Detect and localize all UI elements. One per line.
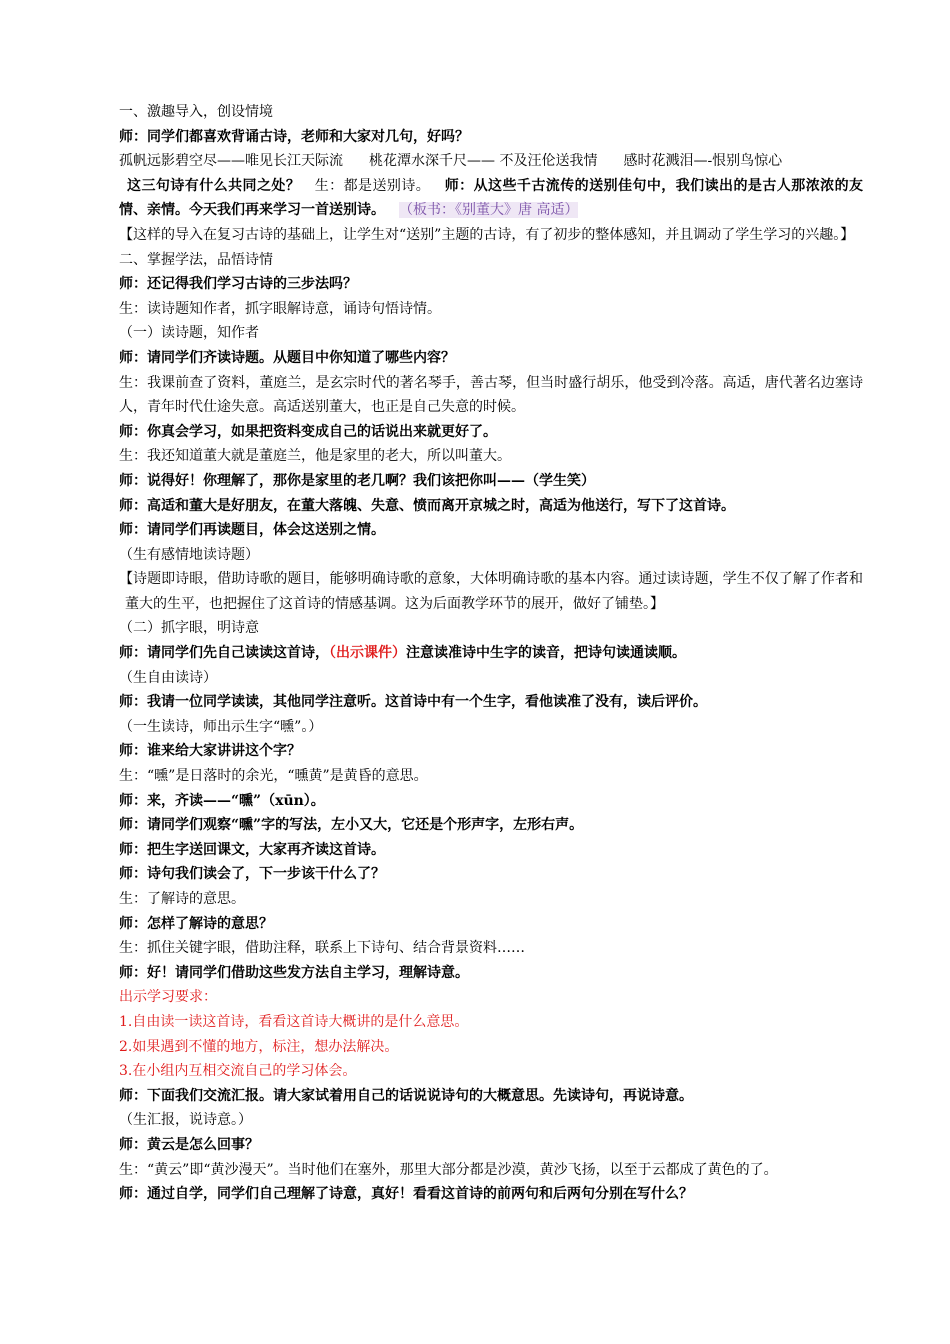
- lesson-plan-body: [119, 100, 863, 1207]
- teacher-text: 师：请同学们先自己读读这首诗，: [119, 645, 329, 662]
- teacher-line: 师：下面我们交流汇报。请大家试着用自己的话说说诗句的大概意思。先读诗句，再说诗意。: [119, 1087, 693, 1104]
- learning-requirement-item: 1.自由读一读这首诗，看看这首诗大概讲的是什么意思。: [119, 1013, 469, 1030]
- teacher-line: 师：把生字送回课文，大家再齐读这首诗。: [119, 841, 385, 858]
- question-text: 这三句诗有什么共同之处？: [127, 177, 301, 194]
- teacher-line: 师：高适和董大是好朋友，在董大落魄、失意、愤而离开京城之时，高适为他送行，写下了这首诗。: [119, 497, 735, 514]
- subsection-heading-1: （一）读诗题，知作者: [119, 325, 259, 342]
- teacher-line: 师：诗句我们读会了，下一步该干什么了？: [119, 866, 385, 883]
- teacher-line: 师：从这些千古流传的送别佳句中，我们读出的是古人那浓浓的友情、亲情。今天我们再来学习一首送别诗。: [119, 177, 864, 219]
- teacher-line: 师：还记得我们学习古诗的三步法吗？: [119, 276, 357, 293]
- teacher-line: 师：请同学们齐读诗题。从题目中你知道了哪些内容？: [119, 349, 455, 366]
- teacher-line: 师：同学们都喜欢背诵古诗，老师和大家对几句，好吗？: [119, 128, 469, 145]
- section-heading-1: 一、激趣导入，创设情境: [119, 104, 273, 120]
- teacher-line: 师：好！请同学们借助这些发方法自主学习，理解诗意。: [119, 964, 469, 981]
- teacher-line: 师：说得好！你理解了，那你是家里的老几啊？我们该把你叫——（学生笑）: [119, 472, 595, 489]
- stage-direction: （一生读诗，师出示生字“曛”。）: [119, 718, 323, 735]
- teacher-line: 师：请同学们观察“曛”字的写法，左小又大，它还是个形声字，左形右声。: [119, 817, 584, 834]
- stage-direction: （生汇报，说诗意。）: [119, 1112, 252, 1129]
- commentary-note: 【诗题即诗眼，借助诗歌的题目，能够明确诗歌的意象，大体明确诗歌的基本内容。通过读诗题，学生不仅了解了作者和董大的生平，也把握住了这首诗的情感基调。这为后面教学环节的展开，做好了铺垫。】: [119, 571, 863, 612]
- student-line: 生：我还知道董大就是董庭兰，他是家里的老大，所以叫董大。: [119, 448, 511, 465]
- poem-line-3: 感时花溅泪—-恨别鸟惊心: [623, 153, 783, 170]
- teacher-line: 师：我请一位同学读读，其他同学注意听。这首诗中有一个生字，看他读准了没有，读后评价。: [119, 694, 707, 711]
- teacher-line: 师：谁来给大家讲讲这个字？: [119, 743, 301, 760]
- learning-requirement-item: 2.如果遇到不懂的地方，标注，想办法解决。: [119, 1038, 399, 1055]
- intro-paragraph: [119, 174, 863, 223]
- subsection-heading-2: （二）抓字眼，明诗意: [119, 620, 259, 637]
- student-line: 生：“曛”是日落时的余光，“曛黄”是黄昏的意思。: [119, 768, 428, 785]
- teacher-line: 师：你真会学习，如果把资料变成自己的话说出来就更好了。: [119, 423, 497, 440]
- student-line: 生：抓住关键字眼，借助注释，联系上下诗句、结合背景资料……: [119, 940, 525, 957]
- teacher-line: 师：通过自学，同学们自己理解了诗意，真好！看看这首诗的前两句和后两句分别在写什么？: [119, 1186, 693, 1203]
- learning-requirement-item: 3.在小组内互相交流自己的学习体会。: [119, 1063, 357, 1080]
- poem-line-1: 孤帆远影碧空尽——唯见长江天际流: [119, 153, 343, 170]
- teacher-line: 师：来，齐读——“曛”（xūn）。: [119, 792, 325, 809]
- poem-lines: [119, 149, 863, 174]
- teacher-line: 师：黄云是怎么回事？: [119, 1136, 259, 1153]
- teacher-line: [119, 641, 863, 666]
- teacher-line: 师：怎样了解诗的意思？: [119, 915, 273, 932]
- poem-line-2b: 不及汪伦送我情: [499, 153, 598, 170]
- student-line: 生：了解诗的意思。: [119, 891, 245, 907]
- poem-line-2: 桃花潭水深千尺——: [369, 153, 495, 170]
- student-line: 生：我课前查了资料，董庭兰，是玄宗时代的著名琴手，善古琴，但当时盛行胡乐，他受到冷落。高适，唐代著名边塞诗人，青年时代仕途失意。高适送别董大，也正是自己失意的时候。: [119, 374, 863, 416]
- learning-requirements-title: 出示学习要求：: [119, 989, 217, 1006]
- commentary-note: 【这样的导入在复习古诗的基础上，让学生对“送别”主题的古诗，有了初步的整体感知，并且调动了学生学习的兴趣。】: [119, 226, 855, 243]
- section-heading-2: 二、掌握学法，品悟诗情: [119, 251, 273, 268]
- teacher-text: 注意读准诗中生字的读音，把诗句读通读顺。: [406, 645, 686, 662]
- student-answer: 生：都是送别诗。: [314, 177, 431, 194]
- student-line: 生：读诗题知作者，抓字眼解诗意，诵诗句悟诗情。: [119, 300, 441, 317]
- student-line: 生：“黄云”即“黄沙漫天”。当时他们在塞外，那里大部分都是沙漠，黄沙飞扬，以至于云都成了黄色的了。: [119, 1161, 778, 1178]
- courseware-cue: （出示课件）: [329, 645, 406, 662]
- stage-direction: （生自由读诗）: [119, 669, 217, 686]
- stage-direction: （生有感情地读诗题）: [119, 546, 259, 563]
- teacher-line: 师：请同学们再读题目，体会这送别之情。: [119, 522, 385, 539]
- blackboard-note: （板书：《别董大》唐 高适）: [399, 202, 579, 219]
